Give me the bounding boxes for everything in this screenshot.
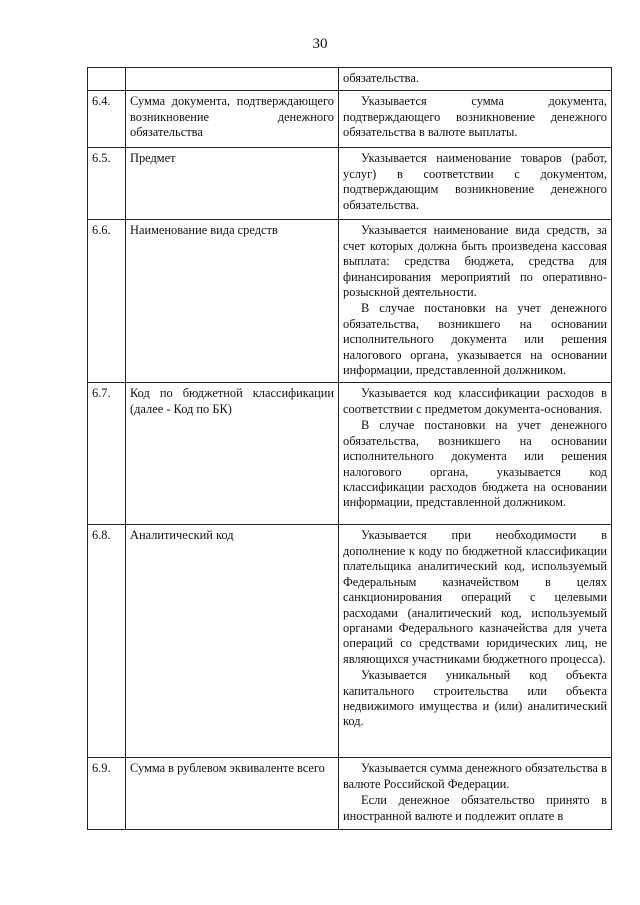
table-row bbox=[88, 220, 612, 383]
description-paragraph: Указывается уникальный код объекта капитального строительства или объекта недвижимого имущества и (или) аналитический код. bbox=[343, 668, 607, 729]
table-row bbox=[88, 525, 612, 758]
row-number: 6.7. bbox=[88, 383, 126, 525]
description-paragraph: обязательства. bbox=[343, 71, 419, 85]
description-paragraph: В случае постановки на учет денежного обязательства, возникшего на основании исполнительного документа или решения налогового органа, указывается на основании информации, представленной должником. bbox=[343, 301, 607, 378]
row-number: 6.6. bbox=[88, 220, 126, 383]
row-name-text: Наименование вида средств bbox=[130, 223, 278, 238]
row-description bbox=[339, 220, 612, 383]
description-paragraph: Указывается наименование вида средств, за счет которых должна быть произведена кассовая выплата: средства бюджета, средства для финансирования мероприятий по оперативно-розыскной деятельности. bbox=[343, 223, 607, 300]
row-number bbox=[88, 68, 126, 91]
row-name bbox=[126, 220, 339, 383]
description-paragraph: Указывается сумма денежного обязательства в валюте Российской Федерации. bbox=[343, 761, 607, 791]
table-row bbox=[88, 758, 612, 830]
row-number: 6.9. bbox=[88, 758, 126, 830]
description-paragraph: В случае постановки на учет денежного обязательства, возникшего на основании исполнительного документа или решения налогового органа, указывается код классификации расходов бюджета на основании информации, представленной должником. bbox=[343, 418, 607, 510]
row-description bbox=[339, 148, 612, 220]
description-paragraph: Указывается сумма документа, подтверждающего возникновение денежного обязательства в валюте выплаты. bbox=[343, 94, 607, 140]
row-name-text: Аналитический код bbox=[130, 528, 234, 543]
row-name bbox=[126, 525, 339, 758]
row-name bbox=[126, 91, 339, 148]
description-paragraph: Указывается при необходимости в дополнение к коду по бюджетной классификации плательщика аналитический код, используемый Федеральным казначейством в целях санкционирования операций с целевыми расходами (аналитический код, используемый органами Федерального казначейства для учета операций со средствами юридических лиц, не являющихся участниками бюджетного процесса). bbox=[343, 528, 607, 666]
row-description bbox=[339, 383, 612, 525]
table-row bbox=[88, 148, 612, 220]
row-number: 6.4. bbox=[88, 91, 126, 148]
row-description bbox=[339, 91, 612, 148]
row-name bbox=[126, 383, 339, 525]
document-table bbox=[87, 67, 612, 830]
row-name bbox=[126, 758, 339, 830]
table-row bbox=[88, 91, 612, 148]
row-number: 6.5. bbox=[88, 148, 126, 220]
table-row bbox=[88, 68, 612, 91]
row-name-text: Предмет bbox=[130, 151, 176, 166]
description-paragraph: Указывается код классификации расходов в соответствии с предметом документа-основания. bbox=[343, 386, 607, 416]
row-name bbox=[126, 68, 339, 91]
description-paragraph: Если денежное обязательство принято в иностранной валюте и подлежит оплате в bbox=[343, 793, 607, 823]
row-name-text: Код по бюджетной классификации (далее - Код по БК) bbox=[130, 386, 334, 416]
row-description bbox=[339, 758, 612, 830]
table-row bbox=[88, 383, 612, 525]
row-name-text: Сумма документа, подтверждающего возникновение денежного обязательства bbox=[130, 94, 334, 140]
page-number: 30 bbox=[312, 36, 328, 52]
row-description bbox=[339, 525, 612, 758]
row-name bbox=[126, 148, 339, 220]
row-name-text: Сумма в рублевом эквиваленте всего bbox=[130, 761, 325, 776]
row-description bbox=[339, 68, 612, 91]
row-number: 6.8. bbox=[88, 525, 126, 758]
description-paragraph: Указывается наименование товаров (работ, услуг) в соответствии с документом, подтверждающим возникновение денежного обязательства. bbox=[343, 151, 607, 212]
